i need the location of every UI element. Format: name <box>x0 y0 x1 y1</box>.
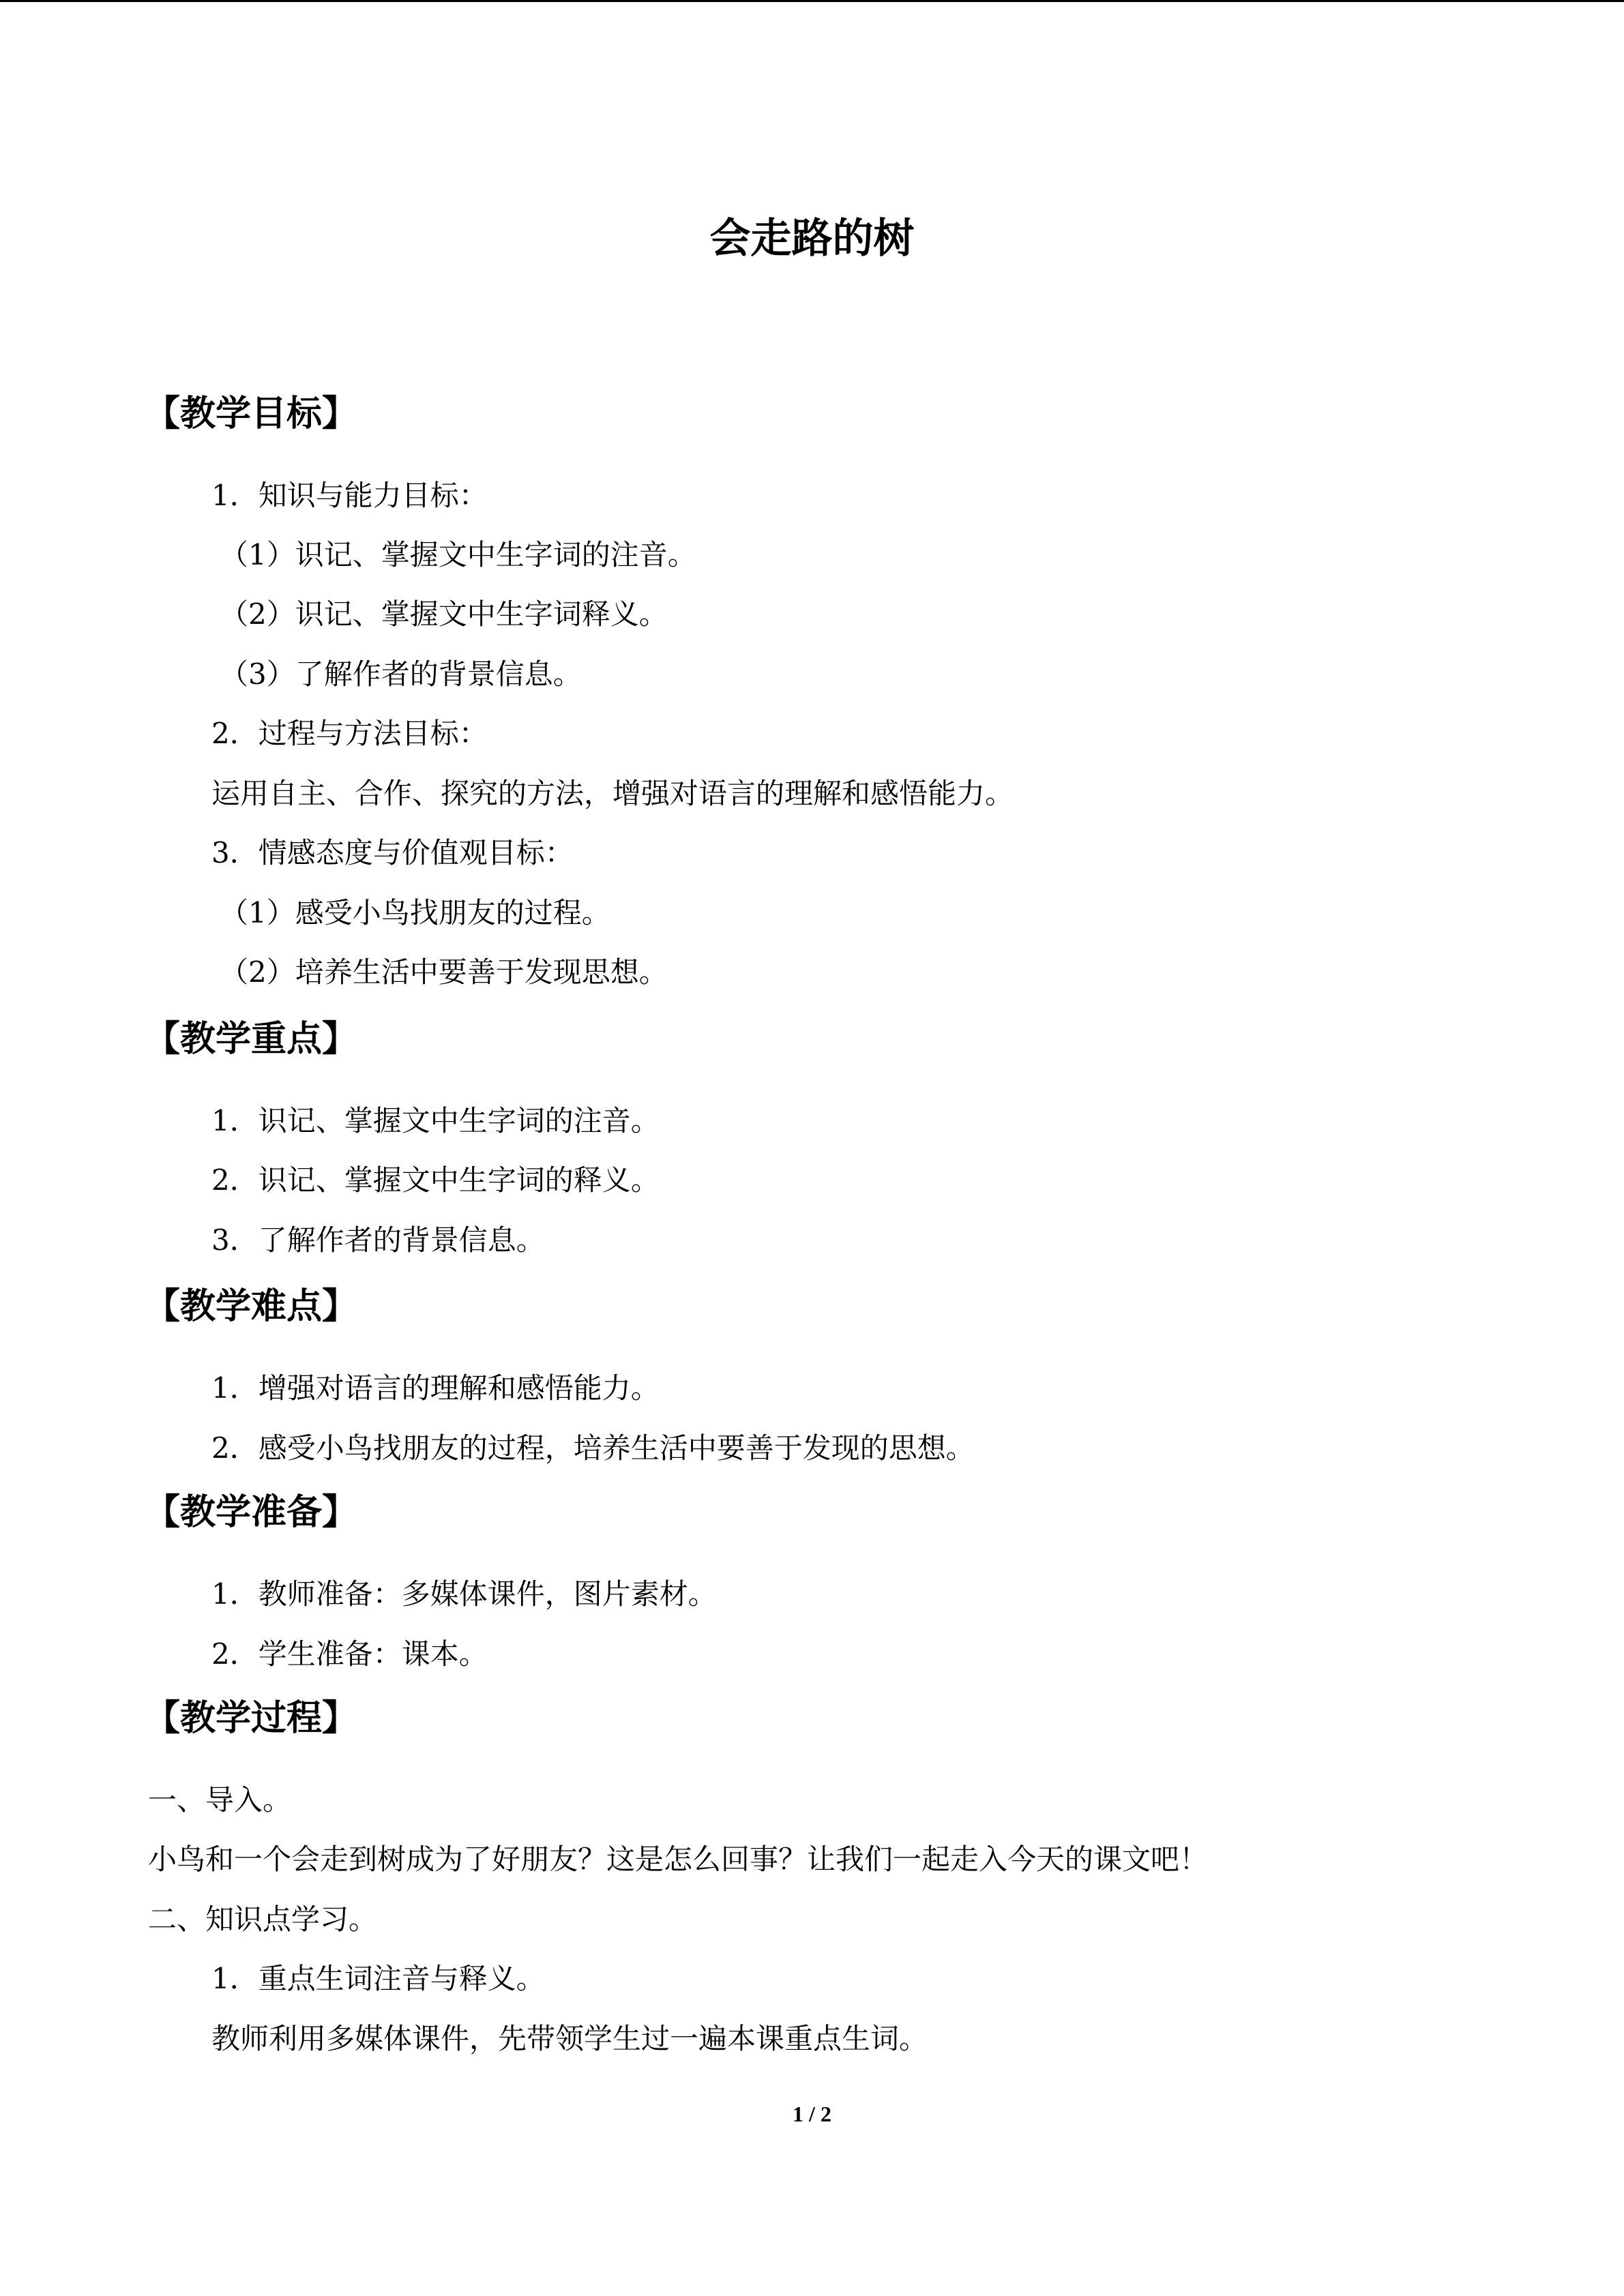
section-heading-process: 【教学过程】 <box>145 1698 358 1739</box>
section-heading-key-points: 【教学重点】 <box>145 1019 358 1060</box>
preparation-line: 2．学生准备：课本。 <box>211 1637 488 1671</box>
goals-line: （1）感受小鸟找朋友的过程。 <box>220 896 610 929</box>
key-points-line: 2．识记、掌握文中生字词的释义。 <box>211 1163 660 1197</box>
process-line: 一、导入。 <box>148 1783 292 1817</box>
process-line: 教师利用多媒体课件，先带领学生过一遍本课重点生词。 <box>211 2022 928 2055</box>
key-points-line: 1．识记、掌握文中生字词的注音。 <box>211 1104 660 1137</box>
section-heading-goals: 【教学目标】 <box>145 393 358 434</box>
goals-line: 运用自主、合作、探究的方法，增强对语言的理解和感悟能力。 <box>211 777 1014 810</box>
process-line: 二、知识点学习。 <box>148 1903 378 1936</box>
goals-line: 3．情感态度与价值观目标： <box>211 836 574 869</box>
process-line: 小鸟和一个会走到树成为了好朋友？这是怎么回事？让我们一起走入今天的课文吧！ <box>148 1843 1209 1876</box>
section-heading-preparation: 【教学准备】 <box>145 1492 358 1533</box>
key-points-line: 3．了解作者的背景信息。 <box>211 1223 545 1257</box>
goals-line: （2）培养生活中要善于发现思想。 <box>220 955 668 989</box>
goals-line: 2．过程与方法目标： <box>211 717 488 750</box>
goals-line: （3）了解作者的背景信息。 <box>220 657 582 691</box>
document-title: 会走路的树 <box>709 215 915 263</box>
page-number: 1 / 2 <box>793 2102 831 2126</box>
goals-line: 1．知识与能力目标： <box>211 479 488 512</box>
section-heading-difficulties: 【教学难点】 <box>145 1286 358 1327</box>
goals-line: （2）识记、掌握文中生字词释义。 <box>220 597 668 631</box>
process-line: 1．重点生词注音与释义。 <box>211 1962 545 1995</box>
difficulties-line: 2．感受小鸟找朋友的过程，培养生活中要善于发现的思想。 <box>211 1431 975 1465</box>
preparation-line: 1．教师准备：多媒体课件，图片素材。 <box>211 1577 717 1611</box>
goals-line: （1）识记、掌握文中生字词的注音。 <box>220 538 696 571</box>
difficulties-line: 1．增强对语言的理解和感悟能力。 <box>211 1371 660 1405</box>
